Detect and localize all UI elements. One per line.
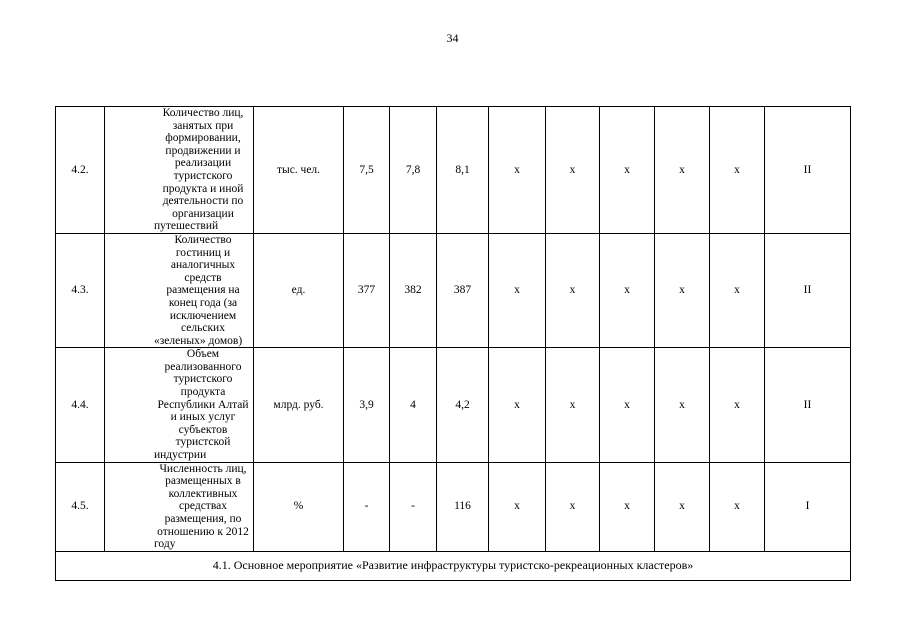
unit-cell: %: [254, 462, 344, 551]
value-cell: 387: [437, 233, 489, 347]
row-number: 4.3.: [56, 233, 105, 347]
x-cell: х: [655, 462, 710, 551]
value-cell: 377: [344, 233, 390, 347]
x-cell: х: [546, 233, 600, 347]
indicator-description: Объем реализованного туристского продукта Республики Алтай и иных услуг субъектов туристской индустрии: [105, 348, 254, 462]
x-cell: х: [655, 233, 710, 347]
x-cell: х: [710, 107, 765, 234]
x-cell: х: [489, 348, 546, 462]
x-cell: х: [655, 348, 710, 462]
table-row: [56, 462, 851, 551]
value-cell: 116: [437, 462, 489, 551]
unit-cell: млрд. руб.: [254, 348, 344, 462]
level-cell: II: [765, 348, 851, 462]
value-cell: 7,5: [344, 107, 390, 234]
x-cell: х: [546, 107, 600, 234]
x-cell: х: [546, 348, 600, 462]
value-cell: 3,9: [344, 348, 390, 462]
indicator-description: Количество гостиниц и аналогичных средств размещения на конец года (за исключением сельских «зеленых» домов): [105, 233, 254, 347]
x-cell: х: [710, 462, 765, 551]
value-cell: 4,2: [437, 348, 489, 462]
value-cell: 382: [390, 233, 437, 347]
x-cell: х: [600, 107, 655, 234]
x-cell: х: [600, 233, 655, 347]
table-row: [56, 233, 851, 347]
indicator-description: Количество лиц, занятых при формировании, продвижении и реализации туристского продукта и иной деятельности по организации путешествий: [105, 107, 254, 234]
value-cell: 8,1: [437, 107, 489, 234]
row-number: 4.4.: [56, 348, 105, 462]
value-cell: 7,8: [390, 107, 437, 234]
x-cell: х: [546, 462, 600, 551]
unit-cell: тыс. чел.: [254, 107, 344, 234]
row-number: 4.2.: [56, 107, 105, 234]
page-number: 34: [446, 31, 459, 45]
x-cell: х: [600, 348, 655, 462]
x-cell: х: [710, 233, 765, 347]
level-cell: II: [765, 233, 851, 347]
x-cell: х: [489, 233, 546, 347]
level-cell: I: [765, 462, 851, 551]
value-cell: -: [390, 462, 437, 551]
value-cell: -: [344, 462, 390, 551]
x-cell: х: [489, 107, 546, 234]
unit-cell: ед.: [254, 233, 344, 347]
indicator-description: Численность лиц, размещенных в коллективных средствах размещения, по отношению к 2012 году: [105, 462, 254, 551]
level-cell: II: [765, 107, 851, 234]
value-cell: 4: [390, 348, 437, 462]
x-cell: х: [710, 348, 765, 462]
indicators-table: [55, 106, 851, 581]
table-row: [56, 107, 851, 234]
x-cell: х: [489, 462, 546, 551]
section-title: 4.1. Основное мероприятие «Развитие инфраструктуры туристско-рекреационных кластеров»: [56, 551, 851, 580]
table-row: [56, 348, 851, 462]
x-cell: х: [655, 107, 710, 234]
row-number: 4.5.: [56, 462, 105, 551]
x-cell: х: [600, 462, 655, 551]
section-row: [56, 551, 851, 580]
